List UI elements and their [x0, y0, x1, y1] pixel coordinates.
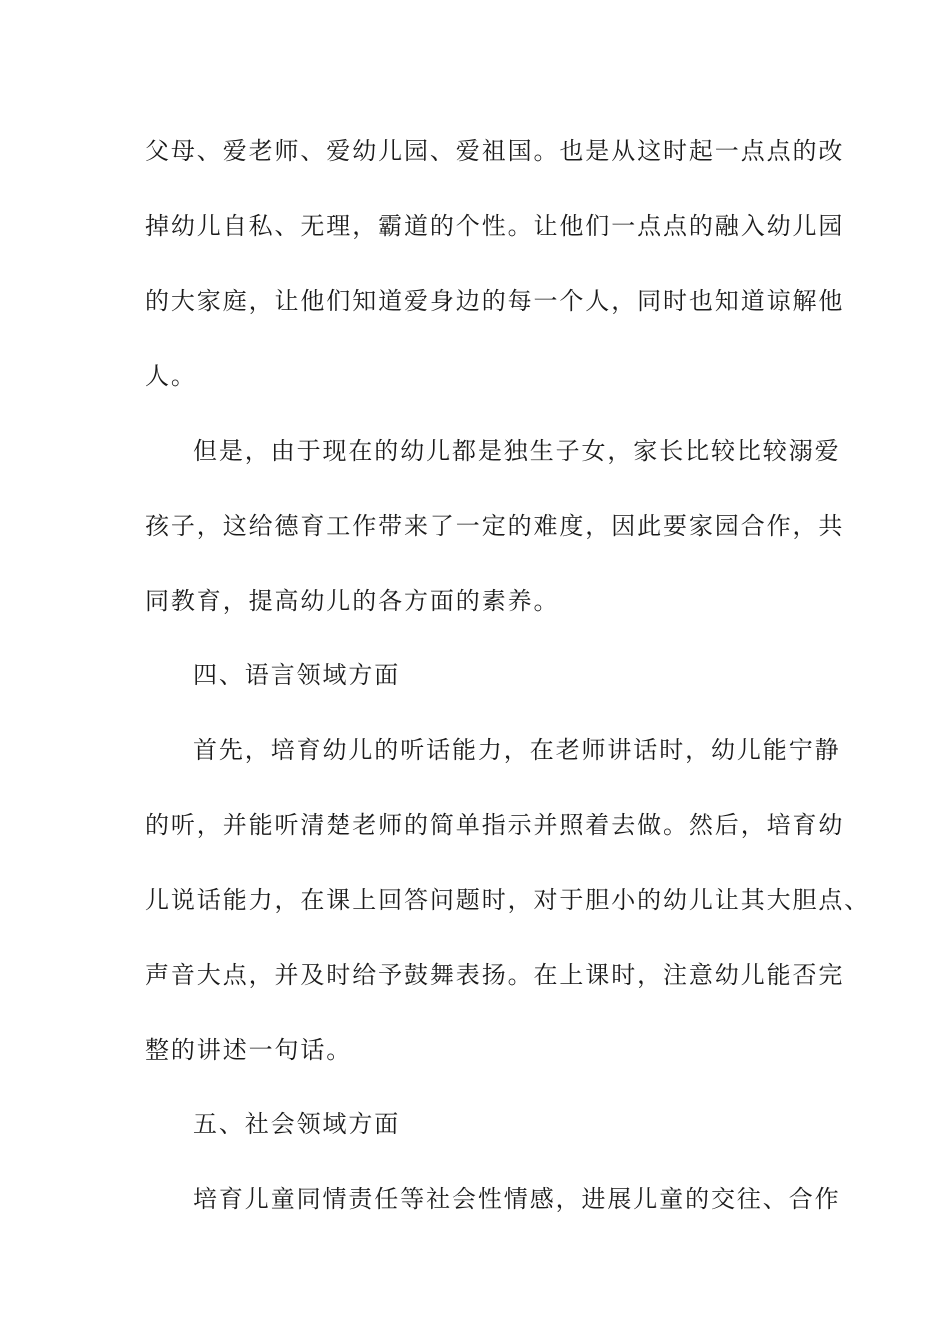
section-heading: 四、语言领域方面 — [193, 661, 401, 689]
paragraph-line: 培育儿童同情责任等社会性情感，进展儿童的交往、合作 — [193, 1185, 841, 1213]
paragraph-line: 父母、爱老师、爱幼儿园、爱祖国。也是从这时起一点点的改 — [145, 137, 845, 165]
paragraph-line: 但是，由于现在的幼儿都是独生子女，家长比较比较溺爱 — [193, 437, 841, 465]
paragraph-line: 儿说话能力，在课上回答问题时，对于胆小的幼儿让其大胆点、 — [145, 886, 871, 914]
paragraph-line: 的听，并能听清楚老师的简单指示并照着去做。然后，培育幼 — [145, 811, 845, 839]
paragraph-line: 人。 — [145, 362, 197, 390]
paragraph-line: 首先，培育幼儿的听话能力，在老师讲话时，幼儿能宁静 — [193, 736, 841, 764]
paragraph-line: 掉幼儿自私、无理，霸道的个性。让他们一点点的融入幼儿园 — [145, 212, 845, 240]
paragraph-line: 同教育，提高幼儿的各方面的素养。 — [145, 587, 560, 615]
paragraph-line: 声音大点，并及时给予鼓舞表扬。在上课时，注意幼儿能否完 — [145, 961, 845, 989]
paragraph-line: 整的讲述一句话。 — [145, 1036, 353, 1064]
paragraph-line: 的大家庭，让他们知道爱身边的每一个人，同时也知道谅解他 — [145, 287, 845, 315]
section-heading: 五、社会领域方面 — [193, 1110, 401, 1138]
paragraph-line: 孩子，这给德育工作带来了一定的难度，因此要家园合作，共 — [145, 512, 845, 540]
